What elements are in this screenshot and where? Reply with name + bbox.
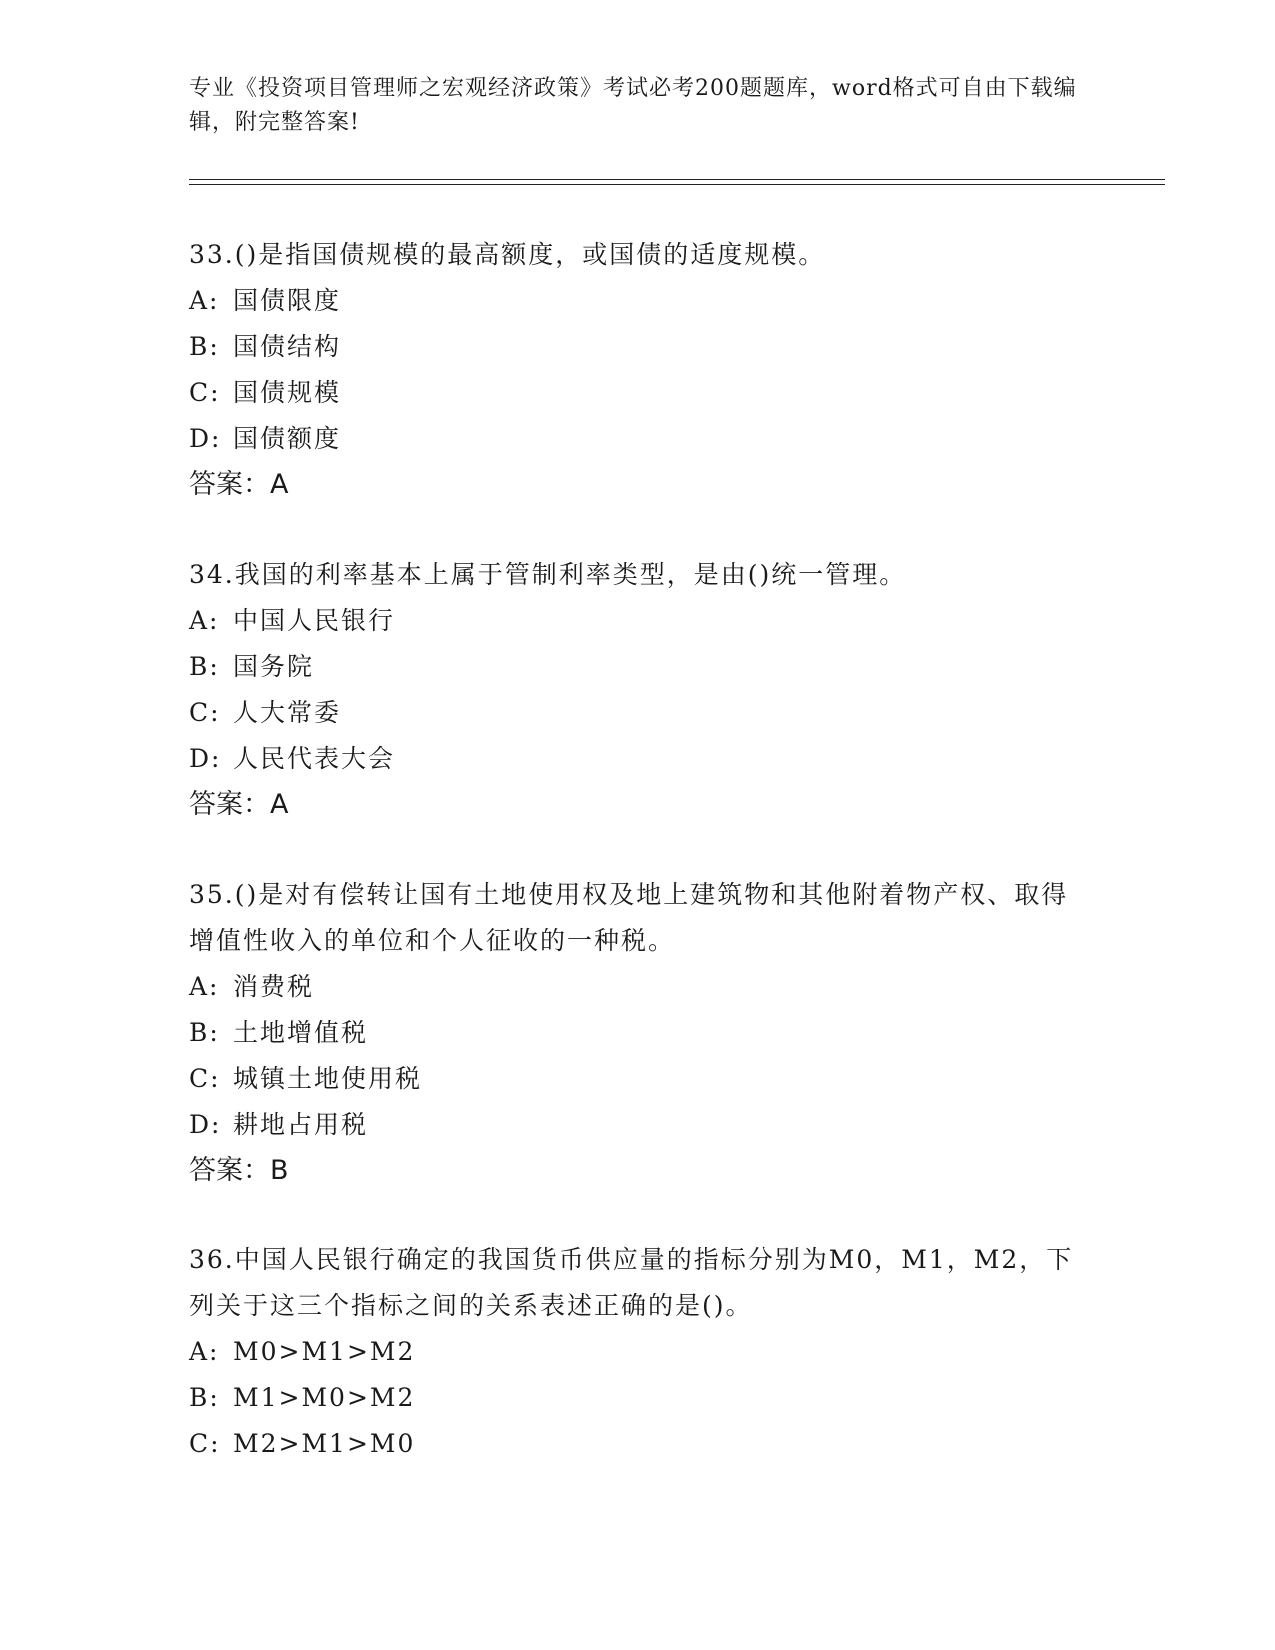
option-text: M1>M0>M2 — [233, 1383, 416, 1412]
question-stem: 33.()是指国债规模的最高额度，或国债的适度规模。 — [189, 240, 826, 269]
option-key: D: — [189, 1110, 222, 1139]
option-b — [189, 324, 1089, 370]
option-c — [189, 1421, 1089, 1467]
option-key: C: — [189, 698, 221, 727]
option-key: B: — [189, 1018, 220, 1047]
option-key: A: — [189, 972, 220, 1001]
option-text: 国务院 — [233, 652, 315, 681]
option-text: 消费税 — [233, 972, 315, 1001]
option-key: C: — [189, 1064, 221, 1093]
option-b — [189, 644, 1089, 690]
option-d — [189, 416, 1089, 462]
option-text: 土地增值税 — [233, 1018, 369, 1047]
answer-value: A — [270, 469, 289, 500]
answer-label: 答案： — [189, 1155, 270, 1186]
option-key: A: — [189, 1337, 220, 1366]
question-33 — [189, 232, 1089, 508]
option-key: D: — [189, 424, 222, 453]
option-c — [189, 690, 1089, 736]
answer-value: A — [270, 789, 289, 820]
answer-label: 答案： — [189, 789, 270, 820]
question-35 — [189, 872, 1089, 1194]
option-key: B: — [189, 332, 220, 361]
question-36 — [189, 1237, 1089, 1467]
option-key: A: — [189, 606, 220, 635]
option-key: B: — [189, 652, 220, 681]
option-a — [189, 1329, 1089, 1375]
option-text: 人民代表大会 — [233, 744, 396, 773]
option-text: M0>M1>M2 — [233, 1337, 416, 1366]
question-stem: 36.中国人民银行确定的我国货币供应量的指标分别为M0，M1，M2，下列关于这三个指标之间的关系表述正确的是()。 — [189, 1245, 1074, 1320]
answer — [189, 782, 1089, 828]
option-b — [189, 1375, 1089, 1421]
question-34 — [189, 552, 1089, 828]
question-stem: 34.我国的利率基本上属于管制利率类型，是由()统一管理。 — [189, 560, 907, 589]
option-text: M2>M1>M0 — [233, 1429, 416, 1458]
answer-value: B — [270, 1155, 289, 1186]
option-d — [189, 1102, 1089, 1148]
option-text: 城镇土地使用税 — [233, 1064, 423, 1093]
option-key: C: — [189, 1429, 221, 1458]
option-text: 国债额度 — [233, 424, 342, 453]
option-key: A: — [189, 286, 220, 315]
option-text: 耕地占用税 — [233, 1110, 369, 1139]
answer — [189, 1148, 1089, 1194]
option-text: 人大常委 — [233, 698, 342, 727]
option-a — [189, 964, 1089, 1010]
header-divider-bottom — [189, 184, 1165, 185]
option-b — [189, 1010, 1089, 1056]
question-stem: 35.()是对有偿转让国有土地使用权及地上建筑物和其他附着物产权、取得增值性收入的单位和个人征收的一种税。 — [189, 880, 1069, 955]
option-text: 国债规模 — [233, 378, 342, 407]
header-divider-top — [189, 179, 1165, 180]
option-c — [189, 370, 1089, 416]
option-key: B: — [189, 1383, 220, 1412]
option-key: C: — [189, 378, 221, 407]
option-c — [189, 1056, 1089, 1102]
option-text: 中国人民银行 — [233, 606, 396, 635]
document-header: 专业《投资项目管理师之宏观经济政策》考试必考200题题库，word格式可自由下载编辑，附完整答案! — [189, 76, 1077, 135]
answer-label: 答案： — [189, 469, 270, 500]
option-a — [189, 598, 1089, 644]
option-text: 国债限度 — [233, 286, 342, 315]
option-d — [189, 736, 1089, 782]
option-text: 国债结构 — [233, 332, 342, 361]
answer — [189, 462, 1089, 508]
option-key: D: — [189, 744, 222, 773]
option-a — [189, 278, 1089, 324]
